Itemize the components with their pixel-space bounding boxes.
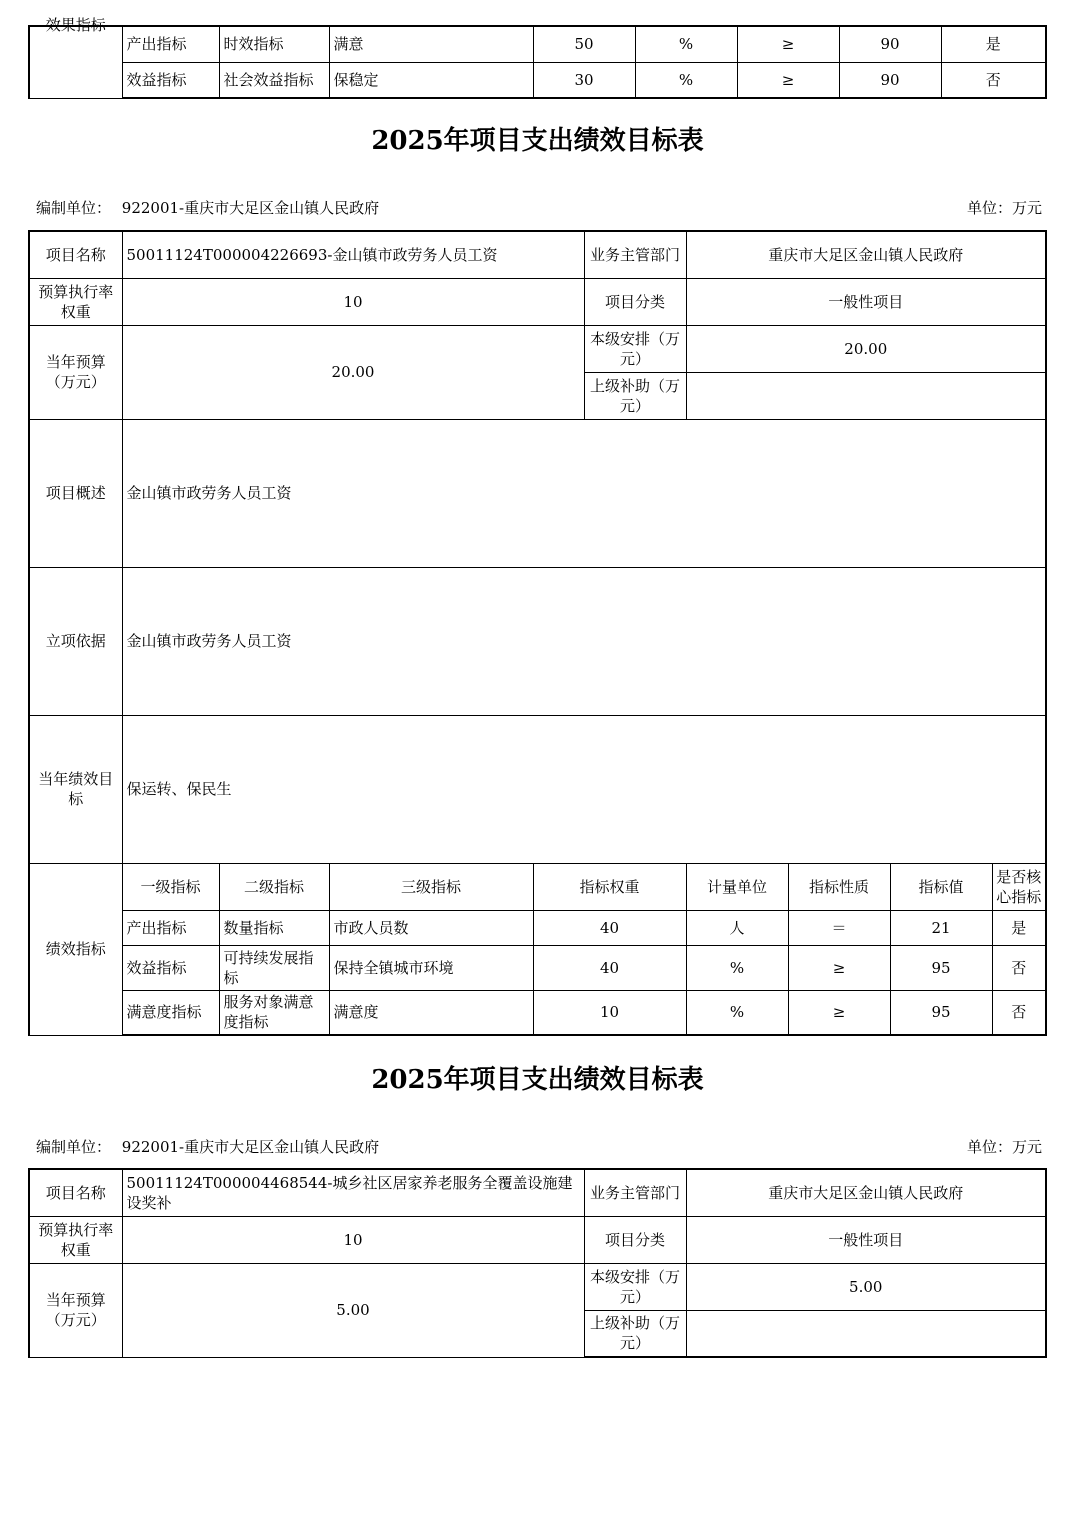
row-unit: % — [686, 990, 788, 1035]
performance-table-2 — [28, 1168, 1047, 1358]
row-level1: 满意度指标 — [122, 990, 219, 1035]
project-name-value: 50011124T000004226693-金山镇市政劳务人员工资 — [122, 231, 584, 278]
row-nature: ≥ — [788, 990, 890, 1035]
fragment-level2: 时效指标 — [219, 26, 329, 62]
fragment-core: 否 — [941, 62, 1046, 98]
project-name-value: 50011124T000004468544-城乡社区居家养老服务全覆盖设施建设奖补 — [122, 1169, 584, 1216]
exec-weight-value: 10 — [122, 1216, 584, 1263]
upper-label: 上级补助（万元） — [584, 372, 686, 419]
fragment-category-label: 效果指标 — [45, 16, 106, 34]
fragment-table — [28, 16, 1047, 99]
performance-table-1 — [28, 230, 1047, 1036]
row-weight: 10 — [533, 990, 686, 1035]
row-level2: 服务对象满意度指标 — [219, 990, 329, 1035]
dept-label: 业务主管部门 — [584, 231, 686, 278]
unit-label: 单位：万元 — [966, 199, 1042, 217]
row-level3: 市政人员数 — [329, 910, 533, 945]
fragment-nature: ≥ — [737, 26, 839, 62]
fragment-category-cell — [29, 16, 122, 98]
org-info — [36, 198, 379, 218]
local-label: 本级安排（万元） — [584, 1263, 686, 1310]
header-unit: 计量单位 — [686, 863, 788, 910]
row-weight: 40 — [533, 945, 686, 990]
fragment-weight: 50 — [533, 26, 635, 62]
row-core: 是 — [992, 910, 1046, 945]
budget-value: 20.00 — [122, 325, 584, 419]
budget-value: 5.00 — [122, 1263, 584, 1357]
overview-label: 项目概述 — [29, 419, 122, 567]
row-level1: 效益指标 — [122, 945, 219, 990]
row-value: 95 — [890, 945, 992, 990]
row-weight: 40 — [533, 910, 686, 945]
fragment-unit: % — [635, 62, 737, 98]
row-nature: ≥ — [788, 945, 890, 990]
fragment-level1: 效益指标 — [122, 62, 219, 98]
overview-value: 金山镇市政劳务人员工资 — [122, 419, 1046, 567]
page-title: 2025年项目支出绩效目标表 — [371, 126, 704, 156]
goal-label: 当年绩效目标 — [29, 715, 122, 863]
indicators-label: 绩效指标 — [29, 863, 122, 1035]
row-value: 21 — [890, 910, 992, 945]
row-level2: 可持续发展指标 — [219, 945, 329, 990]
header-level2: 二级指标 — [219, 863, 329, 910]
row-core: 否 — [992, 990, 1046, 1035]
org-value: 922001-重庆市大足区金山镇人民政府 — [121, 199, 380, 217]
fragment-weight: 30 — [533, 62, 635, 98]
project-name-label: 项目名称 — [29, 231, 122, 278]
row-unit: 人 — [686, 910, 788, 945]
goal-value: 保运转、保民生 — [122, 715, 1046, 863]
dept-value: 重庆市大足区金山镇人民政府 — [686, 231, 1046, 278]
fragment-nature: ≥ — [737, 62, 839, 98]
fragment-unit: % — [635, 26, 737, 62]
fragment-core: 是 — [941, 26, 1046, 62]
header-value: 指标值 — [890, 863, 992, 910]
fragment-value: 90 — [839, 62, 941, 98]
row-nature: ＝ — [788, 910, 890, 945]
local-value: 5.00 — [686, 1263, 1046, 1310]
exec-weight-value: 10 — [122, 278, 584, 325]
unit-label: 单位：万元 — [966, 1138, 1042, 1156]
page-title: 2025年项目支出绩效目标表 — [371, 1065, 704, 1095]
org-value: 922001-重庆市大足区金山镇人民政府 — [121, 1138, 380, 1156]
fragment-level2: 社会效益指标 — [219, 62, 329, 98]
fragment-value: 90 — [839, 26, 941, 62]
row-level1: 产出指标 — [122, 910, 219, 945]
local-label: 本级安排（万元） — [584, 325, 686, 372]
category-label: 项目分类 — [584, 278, 686, 325]
upper-value — [686, 1310, 1046, 1357]
upper-value — [686, 372, 1046, 419]
upper-label: 上级补助（万元） — [584, 1310, 686, 1357]
dept-value: 重庆市大足区金山镇人民政府 — [686, 1169, 1046, 1216]
row-unit: % — [686, 945, 788, 990]
basis-value: 金山镇市政劳务人员工资 — [122, 567, 1046, 715]
org-info — [36, 1137, 379, 1157]
category-value: 一般性项目 — [686, 1216, 1046, 1263]
org-label: 编制单位： — [36, 1138, 112, 1156]
table-row — [29, 910, 1046, 945]
org-label: 编制单位： — [36, 199, 112, 217]
row-level3: 满意度 — [329, 990, 533, 1035]
row-value: 95 — [890, 990, 992, 1035]
basis-label: 立项依据 — [29, 567, 122, 715]
project-name-label: 项目名称 — [29, 1169, 122, 1216]
table-row — [29, 945, 1046, 990]
header-weight: 指标权重 — [533, 863, 686, 910]
fragment-level3: 保稳定 — [329, 62, 533, 98]
row-level3: 保持全镇城市环境 — [329, 945, 533, 990]
fragment-level1: 产出指标 — [122, 26, 219, 62]
row-core: 否 — [992, 945, 1046, 990]
header-nature: 指标性质 — [788, 863, 890, 910]
dept-label: 业务主管部门 — [584, 1169, 686, 1216]
fragment-level3: 满意 — [329, 26, 533, 62]
row-level2: 数量指标 — [219, 910, 329, 945]
local-value: 20.00 — [686, 325, 1046, 372]
table-row — [29, 990, 1046, 1035]
exec-weight-label: 预算执行率权重 — [29, 1216, 122, 1263]
category-label: 项目分类 — [584, 1216, 686, 1263]
header-level3: 三级指标 — [329, 863, 533, 910]
category-value: 一般性项目 — [686, 278, 1046, 325]
budget-label: 当年预算（万元） — [29, 325, 122, 419]
header-level1: 一级指标 — [122, 863, 219, 910]
budget-label: 当年预算（万元） — [29, 1263, 122, 1357]
exec-weight-label: 预算执行率权重 — [29, 278, 122, 325]
header-core: 是否核心指标 — [992, 863, 1046, 910]
